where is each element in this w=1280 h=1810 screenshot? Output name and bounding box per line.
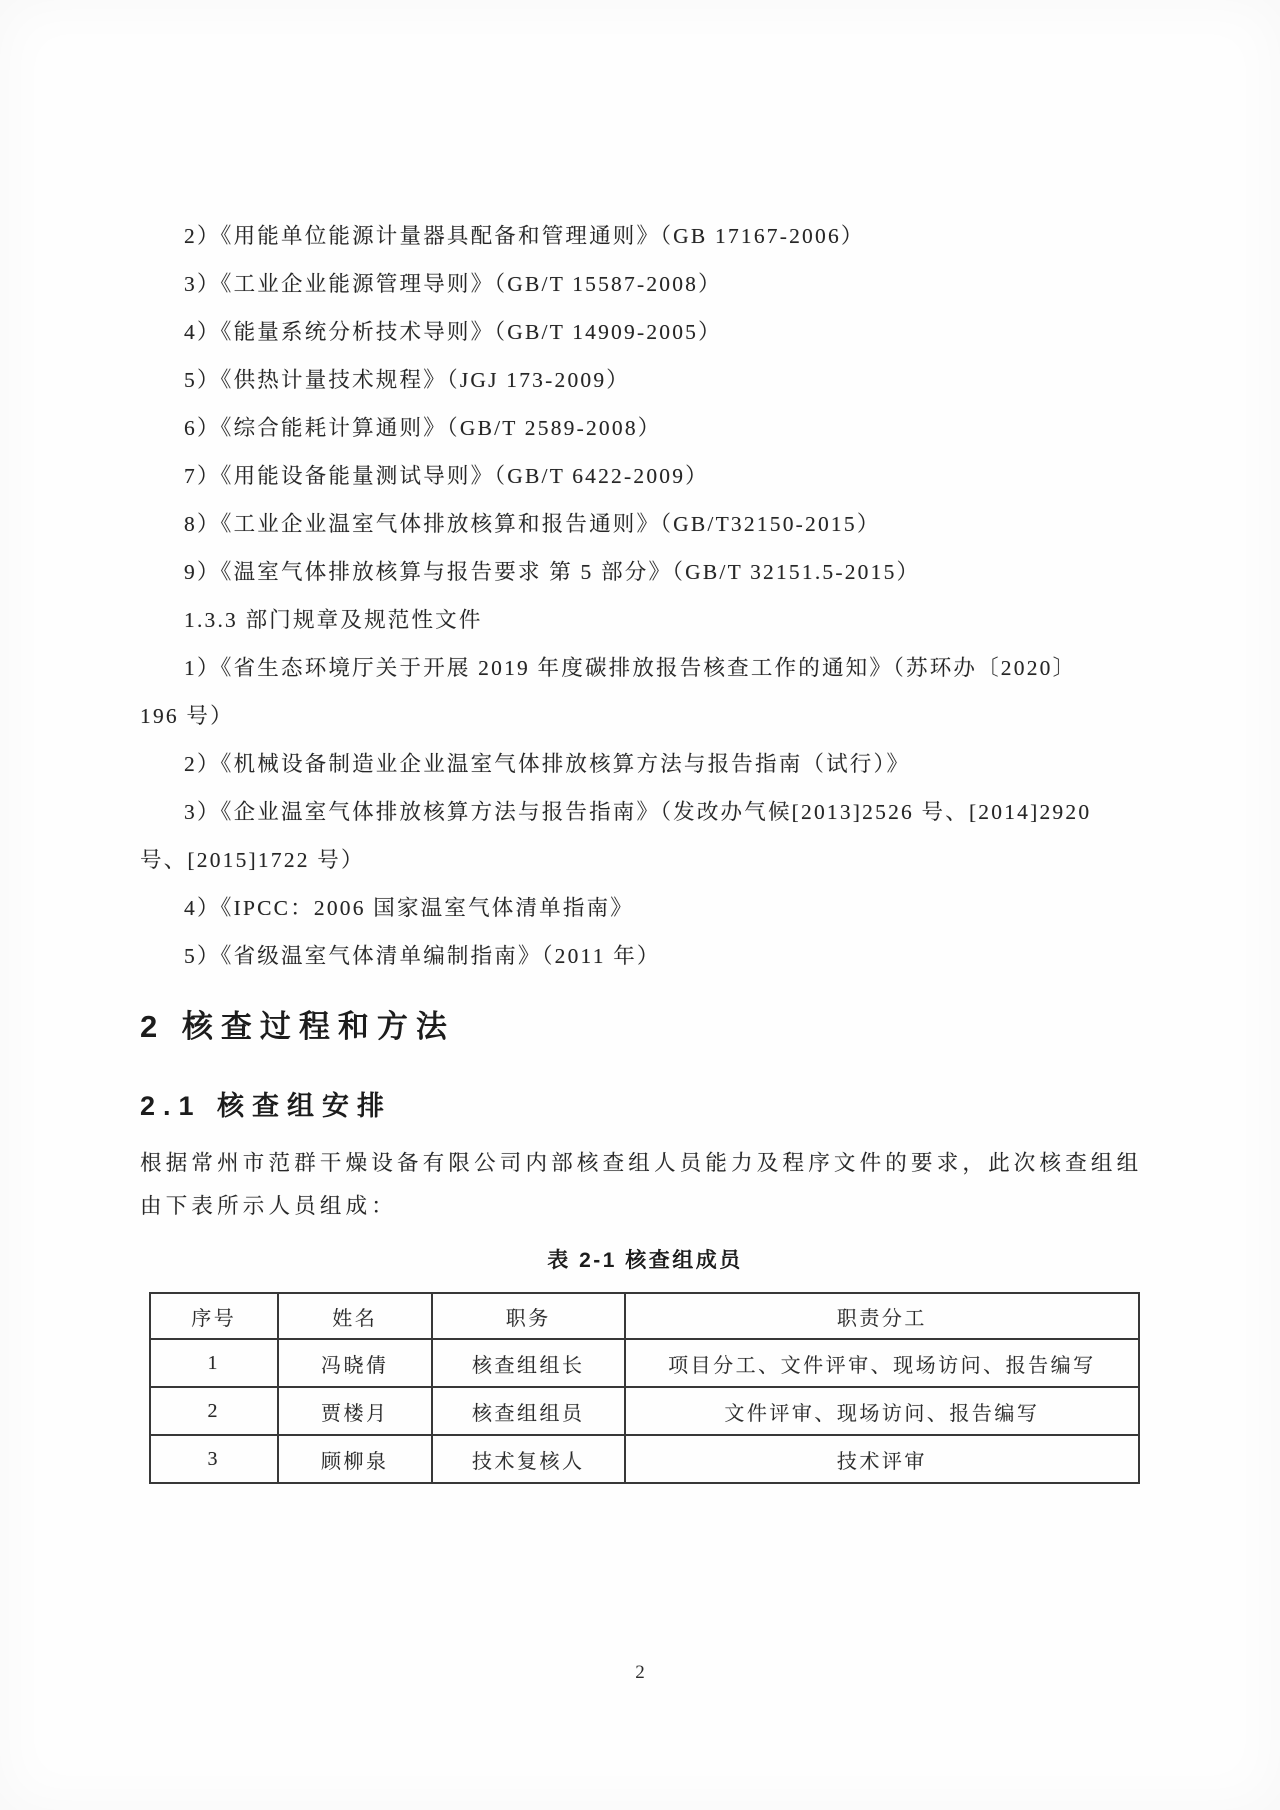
table-cell: 核查组组长: [432, 1339, 625, 1387]
section-2-heading: 2 核查过程和方法: [140, 1009, 455, 1044]
reference-line: 1）《省生态环境厅关于开展 2019 年度碳排放报告核查工作的通知》（苏环办〔2020〕: [184, 656, 1077, 680]
table-cell: 核查组组员: [432, 1387, 625, 1435]
table-title: 表 2-1 核查组成员: [547, 1249, 743, 1272]
paragraph-line: 根据常州市范群干燥设备有限公司内部核查组人员能力及程序文件的要求，此次核查组组: [140, 1151, 1143, 1175]
reference-line: 3）《工业企业能源管理导则》（GB/T 15587-2008）: [184, 272, 722, 296]
table-cell: 2: [150, 1387, 278, 1435]
table-cell: 文件评审、现场访问、报告编写: [625, 1387, 1139, 1435]
reference-line: 3）《企业温室气体排放核算方法与报告指南》（发改办气候[2013]2526 号、[2014]2920: [184, 800, 1092, 824]
reference-line: 7）《用能设备能量测试导则》（GB/T 6422-2009）: [184, 464, 709, 488]
table-cell: 贾楼月: [278, 1387, 432, 1435]
table-body: [150, 1339, 1139, 1483]
reference-line: 196 号）: [140, 704, 234, 728]
reference-line: 2）《用能单位能源计量器具配备和管理通则》（GB 17167-2006）: [184, 224, 865, 248]
table-row: [150, 1339, 1139, 1387]
reference-line: 1.3.3 部门规章及规范性文件: [184, 608, 483, 632]
column-header: 职责分工: [625, 1293, 1139, 1339]
table-cell: 顾柳泉: [278, 1435, 432, 1483]
column-header: 职务: [432, 1293, 625, 1339]
column-header: 序号: [150, 1293, 278, 1339]
reference-line: 2）《机械设备制造业企业温室气体排放核算方法与报告指南（试行）》: [184, 752, 911, 776]
table-header-row: [150, 1293, 1139, 1339]
legal-references-list: [140, 212, 1150, 980]
section-2-1-heading: 2.1 核查组安排: [140, 1091, 393, 1121]
table-cell: 冯晓倩: [278, 1339, 432, 1387]
paragraph-line: 由下表所示人员组成：: [140, 1194, 398, 1218]
table-cell: 技术复核人: [432, 1435, 625, 1483]
verification-team-table: [149, 1292, 1140, 1484]
reference-line: 5）《省级温室气体清单编制指南》（2011 年）: [184, 944, 661, 968]
page-number: 2: [635, 1662, 645, 1683]
table-row: [150, 1435, 1139, 1483]
page-content: [140, 212, 1150, 1484]
reference-line: 号、[2015]1722 号）: [140, 848, 365, 872]
table-cell: 项目分工、文件评审、现场访问、报告编写: [625, 1339, 1139, 1387]
table-cell: 3: [150, 1435, 278, 1483]
reference-line: 9）《温室气体排放核算与报告要求 第 5 部分》（GB/T 32151.5-2015）: [184, 560, 921, 584]
reference-line: 6）《综合能耗计算通则》（GB/T 2589-2008）: [184, 416, 662, 440]
table-cell: 技术评审: [625, 1435, 1139, 1483]
reference-line: 4）《IPCC：2006 国家温室气体清单指南》: [184, 896, 634, 920]
table-header-row: [150, 1293, 1139, 1339]
reference-line: 5）《供热计量技术规程》（JGJ 173-2009）: [184, 368, 630, 392]
column-header: 姓名: [278, 1293, 432, 1339]
table-cell: 1: [150, 1339, 278, 1387]
intro-paragraph: [140, 1142, 1150, 1228]
reference-line: 4）《能量系统分析技术导则》（GB/T 14909-2005）: [184, 320, 722, 344]
reference-line: 8）《工业企业温室气体排放核算和报告通则》（GB/T32150-2015）: [184, 512, 881, 536]
table-row: [150, 1387, 1139, 1435]
